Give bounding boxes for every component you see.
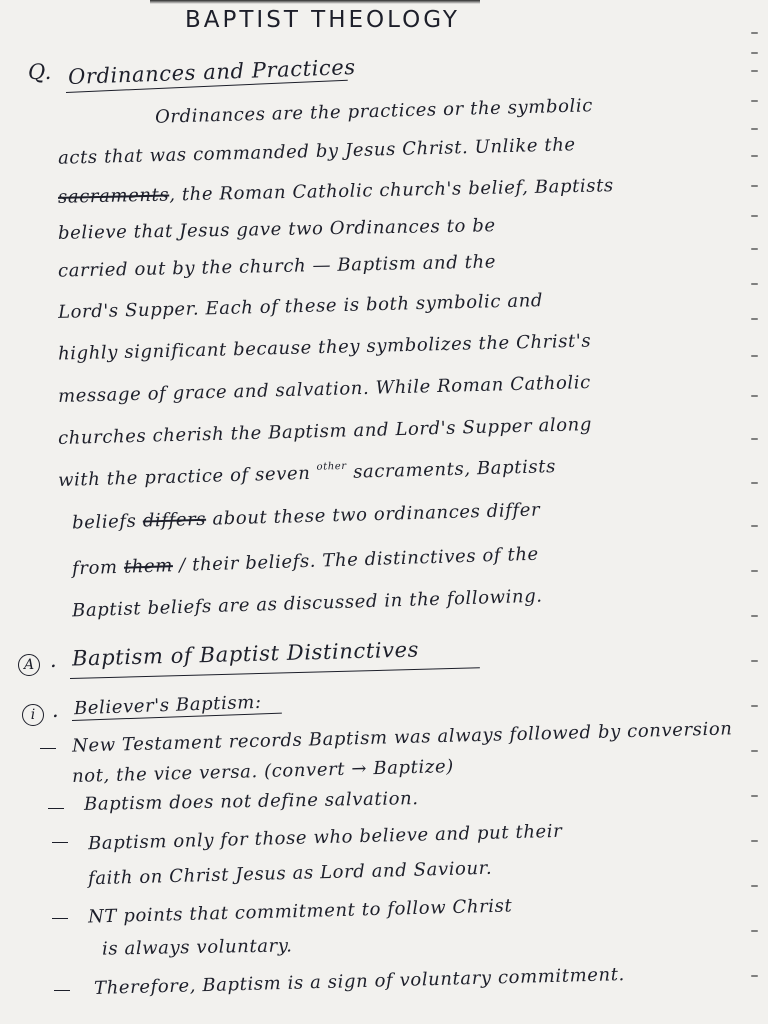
bullet-line: faith on Christ Jesus as Lord and Saviour. <box>87 857 493 890</box>
margin-tick <box>751 185 758 187</box>
margin-tick <box>751 482 758 484</box>
margin-tick <box>751 395 758 397</box>
margin-tick <box>751 52 758 54</box>
paragraph-line: acts that was commanded by Jesus Christ. Unlike the <box>57 134 576 169</box>
margin-tick <box>751 155 758 157</box>
margin-tick <box>751 100 758 102</box>
margin-tick <box>751 525 758 527</box>
heading-underline <box>70 667 480 679</box>
margin-tick <box>751 570 758 572</box>
margin-tick <box>751 438 758 440</box>
paragraph-line: Baptist beliefs are as discussed in the following. <box>71 585 543 622</box>
paragraph-line: Lord's Supper. Each of these is both symbolic and <box>57 290 544 323</box>
paragraph-line: carried out by the church — Baptism and the <box>57 251 497 282</box>
margin-tick <box>751 705 758 707</box>
margin-tick <box>751 32 758 34</box>
margin-tick <box>751 615 758 617</box>
paragraph-line-rest: , the Roman Catholic church's belief, Baptists <box>168 175 614 206</box>
margin-tick <box>751 248 758 250</box>
margin-tick <box>751 215 758 217</box>
margin-tick <box>751 930 758 932</box>
page-top-shadow <box>150 0 480 4</box>
paragraph-line-end: sacraments, Baptists <box>346 456 557 483</box>
bullet-line: Therefore, Baptism is a sign of voluntary commitment. <box>93 964 626 999</box>
section-a-marker: A <box>18 654 40 676</box>
bullet-line: Baptism only for those who believe and put their <box>87 820 563 855</box>
margin-tick <box>751 885 758 887</box>
subsection-i-marker: i <box>22 704 44 726</box>
struck-word: differs <box>142 508 207 532</box>
bullet-line: New Testament records Baptism was always followed by conversion <box>71 718 733 757</box>
struck-word: sacraments <box>57 184 170 208</box>
inserted-word: other <box>316 460 347 473</box>
section-dot: . <box>50 648 58 672</box>
paragraph-line-start: with the practice of seven <box>57 462 317 491</box>
margin-tick <box>751 283 758 285</box>
bullet-line: is always voluntary. <box>101 935 293 960</box>
page-title: BAPTIST THEOLOGY <box>185 7 460 33</box>
paragraph-line: highly significant because they symbolizes the Christ's <box>57 330 592 365</box>
margin-tick <box>751 840 758 842</box>
paragraph-line-with-strikethrough <box>58 174 614 210</box>
paragraph-line: message of grace and salvation. While Roman Catholic <box>57 372 592 407</box>
margin-tick <box>751 750 758 752</box>
bullet-line: NT points that commitment to follow Christ <box>87 895 513 928</box>
subsection-heading: Believer's Baptism: <box>73 691 262 720</box>
margin-tick <box>751 355 758 357</box>
section-heading-ordinances: Ordinances and Practices <box>67 54 357 90</box>
section-heading-baptism: Baptism of Baptist Distinctives <box>71 637 420 671</box>
paragraph-line-with-insertion <box>58 455 557 496</box>
margin-tick <box>751 795 758 797</box>
bullet-dash <box>40 748 56 749</box>
paragraph-line: Ordinances are the practices or the symbolic <box>154 95 594 128</box>
paragraph-line: believe that Jesus gave two Ordinances to be <box>57 215 496 244</box>
bullet-dash <box>52 918 68 919</box>
binding-margin <box>738 0 768 1024</box>
paragraph-line: churches cherish the Baptism and Lord's Supper along <box>57 414 593 449</box>
margin-tick <box>751 660 758 662</box>
bullet-dash <box>54 990 70 991</box>
bullet-dash <box>48 808 64 809</box>
paragraph-line-start: beliefs <box>71 510 144 534</box>
paragraph-line-end: about these two ordinances differ <box>205 499 541 530</box>
bullet-line: not, the vice versa. (convert → Baptize) <box>71 756 455 787</box>
bullet-dash <box>52 842 68 843</box>
question-marker: Q. <box>28 60 53 84</box>
margin-tick <box>751 975 758 977</box>
margin-tick <box>751 128 758 130</box>
paragraph-line-end: / their beliefs. The distinctives of the <box>172 543 540 577</box>
paragraph-line-with-strikethrough <box>72 498 541 535</box>
paragraph-line-start: from <box>71 556 125 580</box>
subsection-dot: . <box>52 698 60 722</box>
margin-tick <box>751 70 758 72</box>
margin-tick <box>751 318 758 320</box>
struck-word: them <box>123 555 174 578</box>
bullet-line: Baptism does not define salvation. <box>83 788 419 815</box>
paragraph-line-with-strikethrough <box>72 543 539 582</box>
